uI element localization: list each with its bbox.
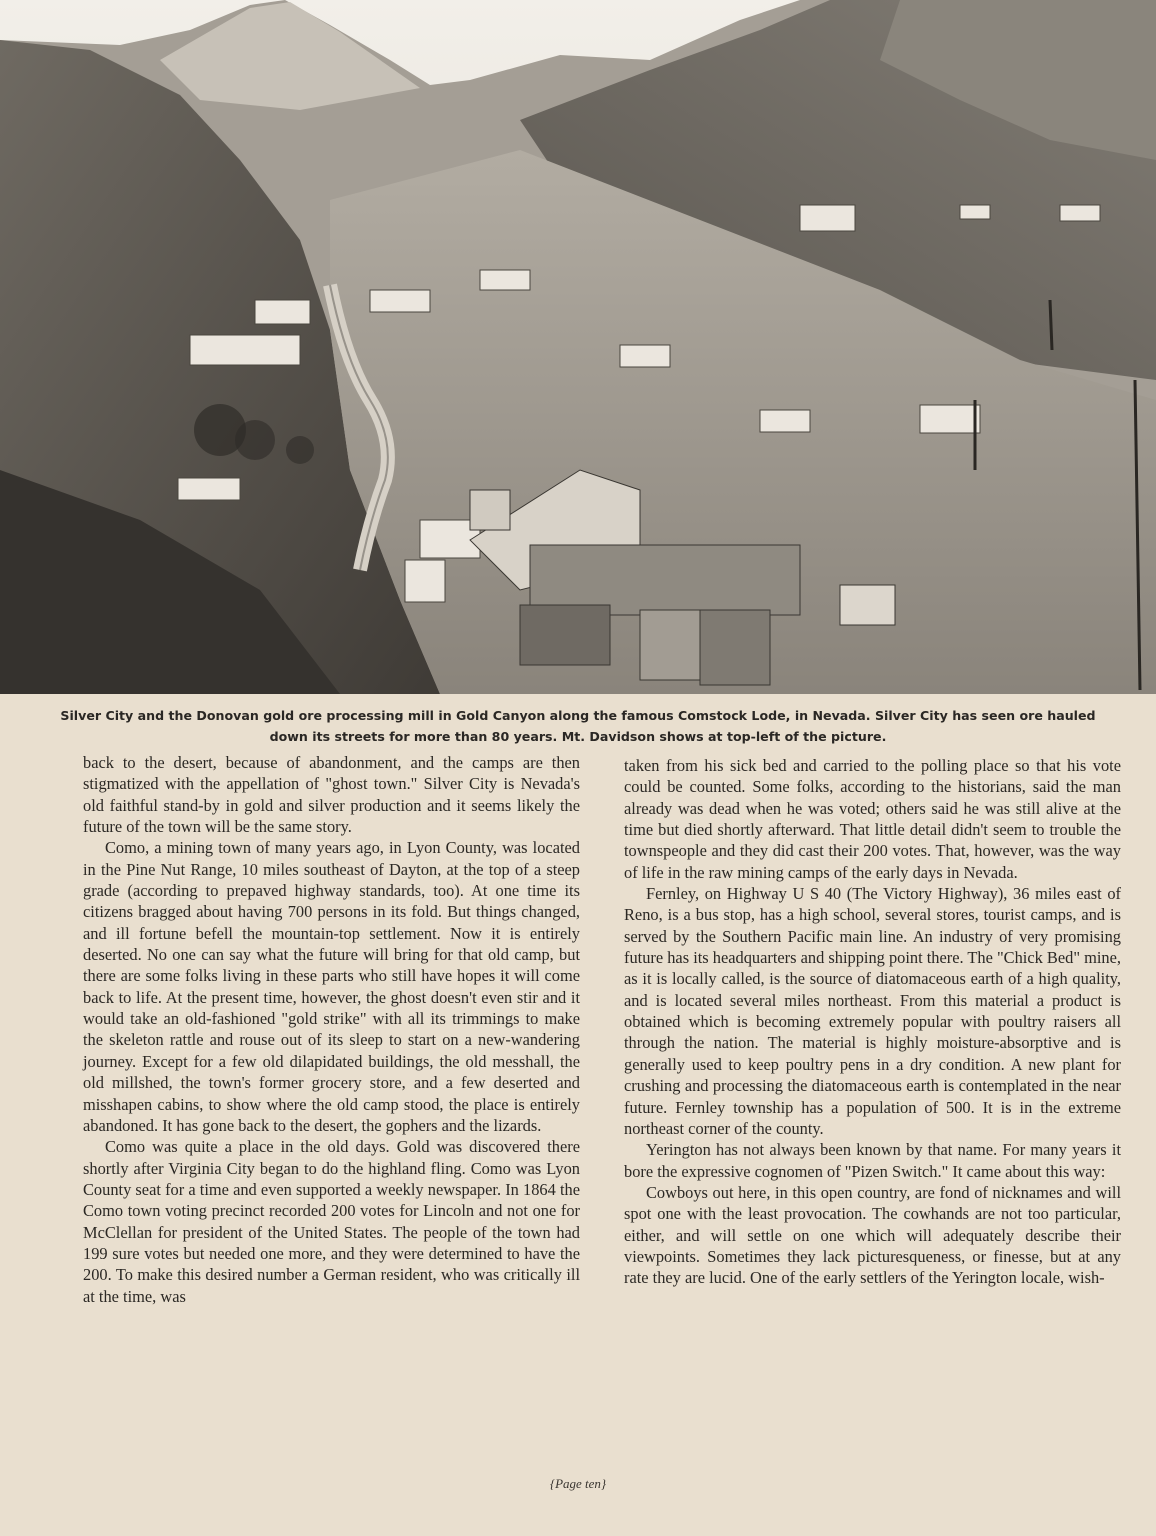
paragraph: Yerington has not always been known by that name. For many years it bore the expressive cognomen of "Pizen Switch." It came about this way: — [624, 1140, 1121, 1181]
paragraph: Como, a mining town of many years ago, in Lyon County, was located in the Pine Nut Range, 10 miles southeast of Dayton, at the top of a steep grade (according to prepaved highway standards, too). At one time its citizens bragged about having 700 persons in its fold. But things changed, and ill fortune befell the mountain-top settlement. Now it is entirely deserted. No one can say what the future will bring for that old camp, but there are some folks living in these parts who still have hopes it will come back to life. At the present time, however, the ghost doesn't even stir and it would take an old-fashioned "gold strike" with all its trimmings to make the skeleton rattle and rouse out of its sleep to start on a new-wandering journey. Except for a few old dilapidated buildings, the old messhall, the old millshed, the town's former grocery store, and a few deserted and misshapen cabins, to show where the old camp stood, the place is entirely abandoned. It has gone back to the desert, the gophers and the lizards. — [83, 838, 580, 1135]
right-column — [624, 755, 1121, 1289]
left-column — [83, 752, 580, 1307]
caption-line-2: down its streets for more than 80 years. Mt. Davidson shows at top-left of the picture. — [269, 729, 887, 744]
silver-city-photo — [0, 0, 1156, 694]
paragraph: back to the desert, because of abandonment, and the camps are then stigmatized with the appellation of "ghost town." Silver City is Nevada's old faithful stand-by in gold and silver production and it seems likely the future of the town will be the same story. — [83, 753, 580, 837]
paragraph: Fernley, on Highway U S 40 (The Victory Highway), 36 miles east of Reno, is a bus stop, has a high school, several stores, tourist camps, and is served by the Southern Pacific main line. An industry of very promising future has its headquarters and shipping point there. The "Chick Bed" mine, as it is locally called, is the source of diatomaceous earth of a high quality, and is located several miles northeast. From this material a product is obtained which is becoming extremely popular with poultry raisers all through the nation. The material is highly moisture-absorptive and is generally used to keep poultry pens in a dry condition. A new plant for crushing and processing the diatomaceous earth is contemplated in the near future. Fernley township has a population of 500. It is in the extreme northeast corner of the county. — [624, 884, 1121, 1138]
caption-line-1: Silver City and the Donovan gold ore processing mill in Gold Canyon along the famous Comstock Lode, in Nevada. Silver City has seen ore hauled — [60, 708, 1096, 723]
page-number: {Page ten} — [549, 1476, 607, 1491]
paragraph: taken from his sick bed and carried to the polling place so that his vote could be counted. Some folks, according to the historians, said the man already was dead when he was voted; others said he was still alive at the time but died shortly afterward. That little detail didn't seem to trouble the townspeople and they did cast their 200 votes. That, however, was the way of life in the raw mining camps of the early days in Nevada. — [624, 756, 1121, 882]
paragraph: Cowboys out here, in this open country, are fond of nicknames and will spot one with the least provocation. The cowhands are not too particular, either, and will settle on one which will adequately describe their viewpoints. Sometimes they lack picturesqueness, or finesse, but at any rate they are lucid. One of the early settlers of the Yerington locale, wish- — [624, 1182, 1121, 1288]
paragraph: Como was quite a place in the old days. Gold was discovered there shortly after Virginia City began to do the highland fling. Como was Lyon County seat for a time and even supported a weekly newspaper. In 1864 the Como town voting precinct recorded 200 votes for Lincoln and not one for McClellan for president of the United States. The people of the town had 199 sure votes but needed one more, and they were determined to have the 200. To make this desired number a German resident, who was critically ill at the time, was — [83, 1137, 580, 1306]
photo-caption — [60, 705, 1096, 747]
landscape-photo-icon — [0, 0, 1156, 694]
